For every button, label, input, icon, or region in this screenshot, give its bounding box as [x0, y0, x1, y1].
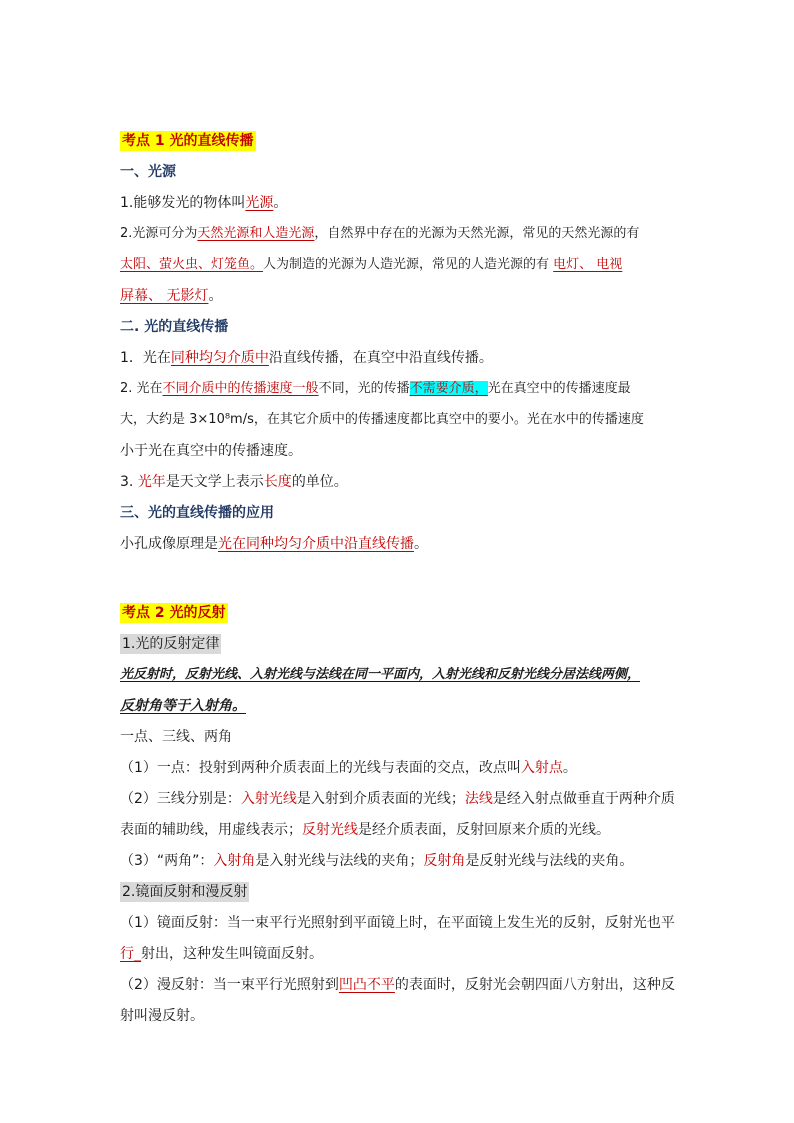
item-diffuse-2: 射叫漫反射。	[120, 1008, 204, 1024]
paragraph-straight-line-1: 1．光在同种均匀介质中沿直线传播，在真空中沿直线传播。	[120, 350, 493, 366]
section-straight-line-heading: 二. 光的直线传播	[120, 319, 229, 335]
section-light-source-heading: 一、光源	[120, 164, 176, 180]
paragraph-light-source-types-2: 太阳、萤火虫、灯笼鱼。人为制造的光源为人造光源，常见的人造光源的有 电灯、 电视	[120, 257, 623, 272]
kaodian-2-badge: 考点 2 光的反射	[122, 605, 226, 621]
paragraph-light-speed-2: 大，大约是 3×10⁸m/s，在其它介质中的传播速度都比真空中的要小。光在水中的传播速度	[120, 412, 644, 427]
paragraph-light-source-def: 1.能够发光的物体叫光源。	[120, 195, 288, 211]
item-three-lines-2: 表面的辅助线，用虚线表示；反射光线是经介质表面，反射回原来介质的光线。	[120, 822, 610, 838]
item-specular-1: （1）镜面反射：当一束平行光照射到平面镜上时，在平面镜上发生光的反射，反射光也平	[120, 915, 675, 931]
paragraph-light-source-types-1: 2.光源可分为天然光源和人造光源，自然界中存在的光源为天然光源，常见的天然光源的有	[120, 226, 640, 241]
section-reflection-law-heading: 1.光的反射定律	[122, 636, 220, 652]
kaodian-1-heading	[120, 131, 700, 162]
item-two-angles: （3）“两角”：入射角是入射光线与法线的夹角；反射角是反射光线与法线的夹角。	[120, 853, 634, 869]
paragraph-light-speed-1: 2. 光在不同介质中的传播速度一般不同，光的传播不需要介质，光在真空中的传播速度最	[120, 381, 631, 396]
paragraph-point-lines-angles: 一点、三线、两角	[120, 729, 232, 745]
reflection-law-line-1: 光反射时，反射光线、入射光线与法线在同一平面内，入射光线和反射光线分居法线两侧，	[120, 667, 641, 682]
document-content	[120, 131, 700, 1037]
paragraph-light-source-types-3: 屏幕、 无影灯。	[120, 288, 223, 304]
item-diffuse-1: （2）漫反射：当一束平行光照射到凹凸不平的表面时，反射光会朝四面八方射出，这种反	[120, 977, 675, 993]
section-mirror-diffuse-heading: 2.镜面反射和漫反射	[122, 884, 248, 900]
paragraph-light-speed-3: 小于光在真空中的传播速度。	[120, 443, 302, 459]
item-three-lines-1: （2）三线分别是：入射光线是入射到介质表面的光线；法线是经入射点做垂直于两种介质	[120, 791, 675, 807]
paragraph-pinhole: 小孔成像原理是光在同种均匀介质中沿直线传播。	[120, 536, 428, 552]
section-application-heading: 三、光的直线传播的应用	[120, 505, 274, 521]
item-incidence-point: （1）一点：投射到两种介质表面上的光线与表面的交点，改点叫入射点。	[120, 760, 577, 776]
item-specular-2: 行_射出，这种发生叫镜面反射。	[120, 946, 323, 962]
kaodian-1-badge: 考点 1 光的直线传播	[122, 133, 254, 149]
kaodian-2-heading	[120, 603, 700, 634]
reflection-law-line-2: 反射角等于入射角。	[120, 698, 246, 714]
paragraph-light-year: 3. 光年是天文学上表示长度的单位。	[120, 474, 348, 490]
